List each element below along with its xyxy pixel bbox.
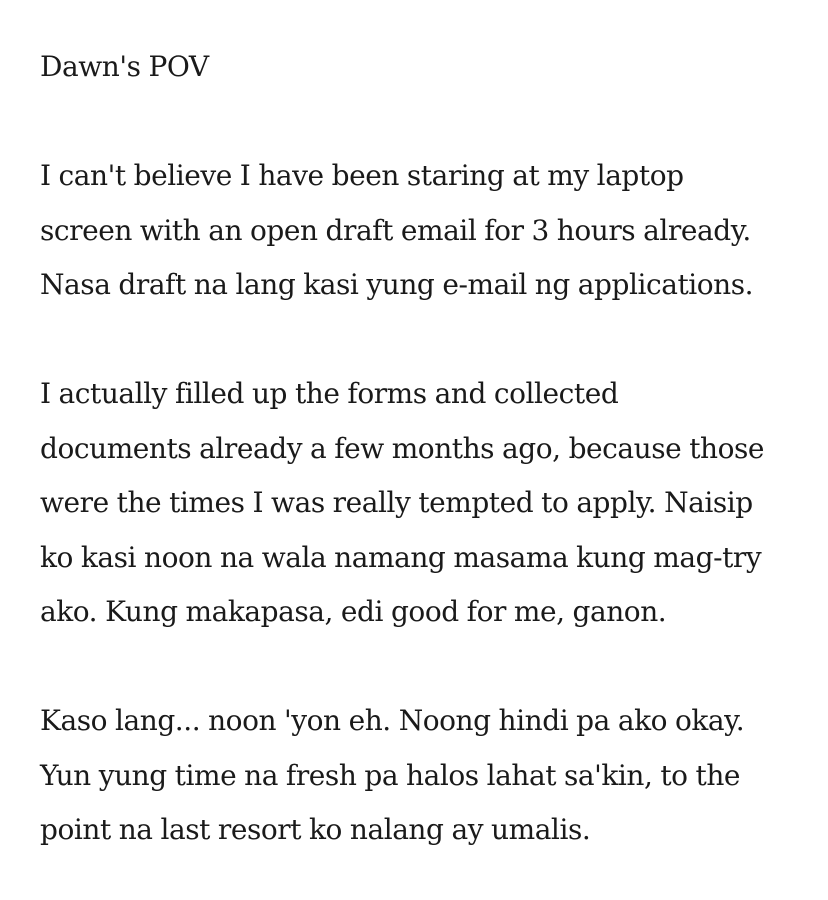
pov-heading: Dawn's POV	[40, 50, 209, 83]
paragraph-spacer	[40, 313, 810, 368]
paragraph-spacer	[40, 640, 810, 695]
paragraph-3-line-2: Yun yung time na fresh pa halos lahat sa'kin, to the	[40, 758, 741, 792]
paragraph-2-line-4: ko kasi noon na wala namang masama kung mag-try	[40, 540, 762, 574]
paragraph-2	[40, 367, 810, 640]
paragraph-1	[40, 149, 810, 313]
paragraph-spacer	[40, 95, 810, 150]
paragraph-1-line-1: I can't believe I have been staring at my laptop	[40, 159, 684, 192]
story-page	[40, 40, 810, 858]
paragraph-3	[40, 694, 810, 858]
paragraph-1-line-2: screen with an open draft email for 3 hours already.	[40, 213, 751, 247]
paragraph-2-line-1: I actually filled up the forms and collected	[40, 377, 619, 410]
paragraph-3-line-1: Kaso lang... noon 'yon eh. Noong hindi pa ako okay.	[40, 704, 745, 737]
paragraph-1-line-3: Nasa draft na lang kasi yung e-mail ng applications.	[40, 268, 754, 301]
paragraph-3-line-3: point na last resort ko nalang ay umalis.	[40, 813, 591, 846]
paragraph-2-line-2: documents already a few months ago, because those	[40, 431, 765, 465]
paragraph-2-line-5: ako. Kung makapasa, edi good for me, ganon.	[40, 595, 667, 628]
paragraph-2-line-3: were the times I was really tempted to apply. Naisip	[40, 486, 753, 519]
